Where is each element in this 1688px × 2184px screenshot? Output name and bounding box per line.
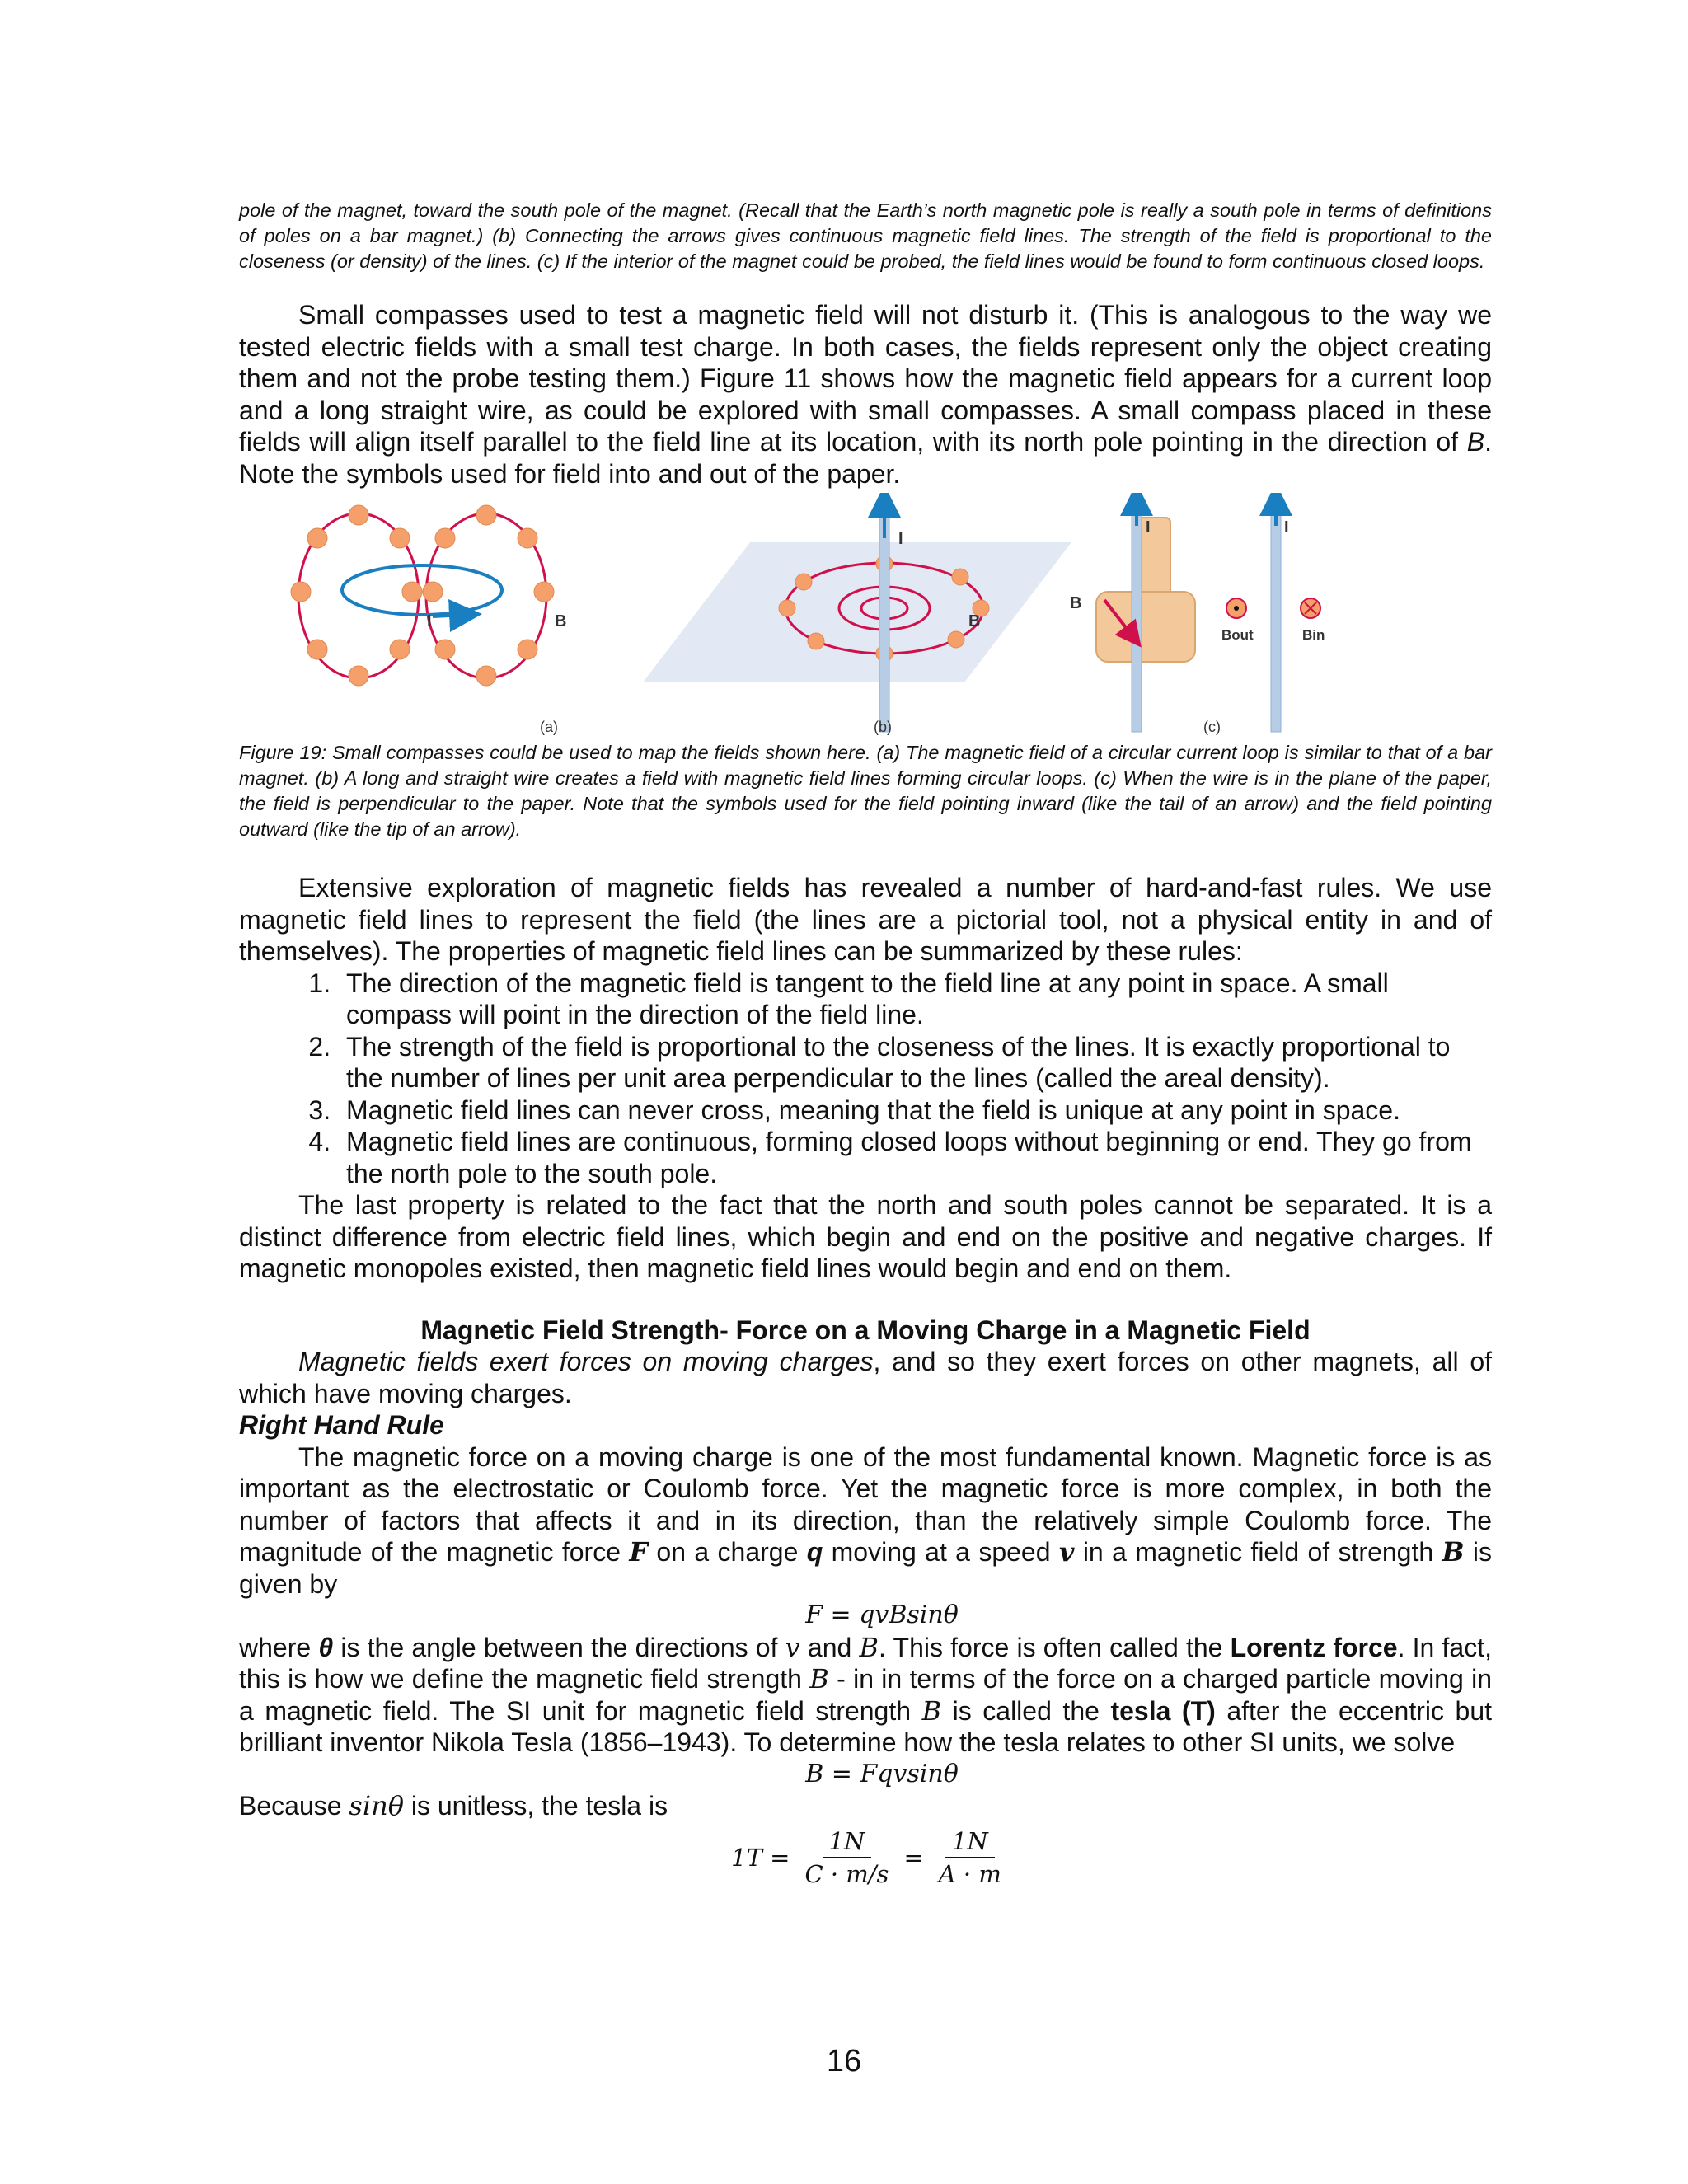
symbol-v: v	[785, 1631, 800, 1663]
paragraph-text: The magnetic force on a moving charge is one of the most fundamental known. Magnetic force is as important as the electrostatic or Coulomb force. Yet the magnetic force is more complex, in both the number of factors that affects it and in its direction, than the relatively simple Coulomb force. The magnitude of the magnetic force	[239, 1441, 1492, 1567]
equals-sign: =	[903, 1843, 924, 1872]
paragraph-text: in a magnetic field of strength	[1074, 1537, 1442, 1567]
paragraph-unitless	[239, 1790, 1492, 1822]
term-tesla: tesla (T)	[1110, 1695, 1216, 1726]
symbol-sin-theta: sinθ	[349, 1790, 404, 1821]
paragraph-magnetic-force	[239, 1441, 1492, 1601]
emphasis-text: Magnetic fields exert forces on moving charges	[298, 1347, 874, 1376]
symbol-q: q	[806, 1537, 823, 1567]
paragraph-text: . Note the symbols used for field into and out of the paper.	[239, 427, 1492, 489]
label-current: I	[427, 612, 432, 630]
fraction-1	[798, 1827, 895, 1888]
paragraph-text: is the angle between the directions of	[333, 1632, 785, 1662]
numerator: 1N	[945, 1827, 995, 1858]
hand	[1096, 592, 1195, 662]
panel-b-straight-wire	[643, 501, 1071, 735]
rules-list	[239, 968, 1492, 1190]
label-b-out: Bout	[1221, 627, 1254, 643]
paragraph-text: moving at a speed	[823, 1537, 1059, 1567]
page-number: 16	[826, 2044, 862, 2079]
symbol-b: B	[809, 1663, 829, 1694]
list-item: 4. Magnetic field lines are continuous, forming closed loops without beginning or end. They go from the north pole to the south pole.	[338, 1126, 1492, 1189]
paragraph-exploration: Extensive exploration of magnetic fields has revealed a number of hard-and-fast rules. We use magnetic field lines to represent the field (the lines are a pictorial tool, not a physical entity in and of themselves). The properties of magnetic field lines can be summarized by these rules:	[239, 873, 1492, 966]
paragraph-text: Because	[239, 1791, 349, 1821]
paragraph-text: - in in terms of the force on a charged particle moving in a magnetic field. The SI unit for magnetic field strength	[239, 1664, 1493, 1726]
section-heading: Magnetic Field Strength- Force on a Moving Charge in a Magnetic Field	[420, 1315, 1311, 1345]
label-current-c: I	[1146, 518, 1151, 537]
subheading-right-hand-rule: Right Hand Rule	[239, 1410, 444, 1440]
label-field-c: B	[1070, 594, 1082, 612]
denominator: C · m/s	[804, 1859, 889, 1888]
paragraph-compasses	[239, 299, 1492, 490]
symbol-theta: θ	[318, 1632, 334, 1662]
paragraph-text: Small compasses used to test a magnetic field will not disturb it. (This is analogous to the way we tested electric fields with a small test charge. In both cases, the fields represent only the object creating them and not the probe testing them.) Figure 11 shows how the magnetic field appears for a current loop and a long straight wire, as could be explored with small compasses. A small compass placed in these fields will align itself parallel to the field line at its location, with its north pole pointing in the direction of	[239, 300, 1492, 457]
denominator: A · m	[938, 1859, 1001, 1888]
compass-needles	[291, 505, 554, 686]
paragraph-last-property: The last property is related to the fact that the north and south poles cannot be separated. It is a distinct difference from electric field lines, which begin and end on the positive and negative charges. If magnetic monopoles existed, then magnetic field lines would begin and end on them.	[239, 1190, 1492, 1283]
symbol-f: F	[629, 1536, 649, 1568]
paragraph-text: and	[799, 1632, 860, 1662]
panel-c-hand-rule	[1070, 493, 1325, 735]
list-item: 3. Magnetic field lines can never cross, meaning that the field is unique at any point in space.	[338, 1094, 1492, 1127]
label-b-in: Bin	[1302, 627, 1325, 643]
figure-magnetic-fields	[239, 493, 1492, 740]
wire	[879, 509, 889, 732]
paragraph-text: on a charge	[648, 1537, 807, 1567]
panel-a-current-loop	[291, 505, 566, 735]
fraction-2	[932, 1827, 1008, 1888]
label-panel-a: (a)	[540, 719, 558, 735]
label-current-c2: I	[1284, 518, 1289, 537]
paragraph-lorentz	[239, 1632, 1492, 1759]
figure-caption: Figure 19: Small compasses could be used to map the fields shown here. (a) The magnetic field of a circular current loop is similar to that of a bar magnet. (b) A long and straight wire creates a field with magnetic field lines forming circular loops. (c) When the wire is in the plane of the paper, the field is perpendicular to the paper. Note that the symbols used for the field pointing inward (like the tail of an arrow) and the field pointing outward (like the tip of an arrow).	[239, 742, 1492, 840]
figure-caption-continued: pole of the magnet, toward the south pole of the magnet. (Recall that the Earth’s north magnetic pole is really a south pole in terms of definitions of poles on a bar magnet.) (b) Connecting the arrows gives continuous magnetic field lines. The strength of the field is proportional to the closeness (or density) of the lines. (c) If the interior of the magnet could be probed, the field lines would be found to form continuous closed loops.	[239, 199, 1492, 272]
paragraph-text: is called the	[941, 1695, 1111, 1726]
numerator: 1N	[823, 1827, 872, 1858]
symbol-b: B	[921, 1694, 942, 1727]
label-field-b: B	[968, 612, 981, 630]
document-page	[239, 198, 1492, 1888]
paragraph-text: , and so they exert forces on other magnets, all of which have moving charges.	[239, 1347, 1492, 1408]
paragraph-forces	[239, 1346, 1492, 1409]
paragraph-text: . In fact, this is how we define the magnetic field strength	[239, 1632, 1493, 1694]
list-item: 1. The direction of the magnetic field is tangent to the field line at any point in space. A small compass will point in the direction of the field line.	[338, 968, 1492, 1031]
paragraph-text: after the eccentric but brilliant inventor Nikola Tesla (1856–1943). To determine how the tesla relates to other SI units, we solve	[239, 1695, 1493, 1757]
equation-b-field: B = Fqvsinθ	[805, 1759, 959, 1788]
label-panel-c: (c)	[1203, 719, 1221, 735]
label-panel-b: (b)	[874, 719, 892, 735]
equation-lhs: 1T =	[731, 1843, 790, 1872]
paragraph-text: is given by	[239, 1537, 1493, 1599]
wire-c	[1132, 493, 1142, 732]
current-arrow	[433, 615, 466, 616]
symbol-b: B	[1466, 427, 1485, 457]
equation-lorentz: F = qvBsinθ	[805, 1601, 959, 1629]
symbol-b: B	[1442, 1536, 1465, 1568]
field-out-dot	[1234, 606, 1239, 611]
equation-tesla-units	[239, 1827, 1492, 1888]
paragraph-text: is unitless, the tesla is	[403, 1791, 668, 1821]
paragraph-text: . This force is often called the	[879, 1632, 1231, 1662]
symbol-v: v	[1058, 1536, 1075, 1568]
list-item: 2. The strength of the field is proportional to the closeness of the lines. It is exactly proportional to the number of lines per unit area perpendicular to the lines (called the areal density).	[338, 1031, 1492, 1094]
label-field: B	[555, 612, 567, 630]
term-lorentz-force: Lorentz force	[1230, 1632, 1398, 1662]
wire-c2	[1271, 493, 1281, 732]
paragraph-text: where	[239, 1632, 319, 1662]
label-current-b: I	[898, 530, 903, 548]
figure-illustration	[239, 493, 1492, 740]
symbol-b: B	[859, 1631, 879, 1663]
